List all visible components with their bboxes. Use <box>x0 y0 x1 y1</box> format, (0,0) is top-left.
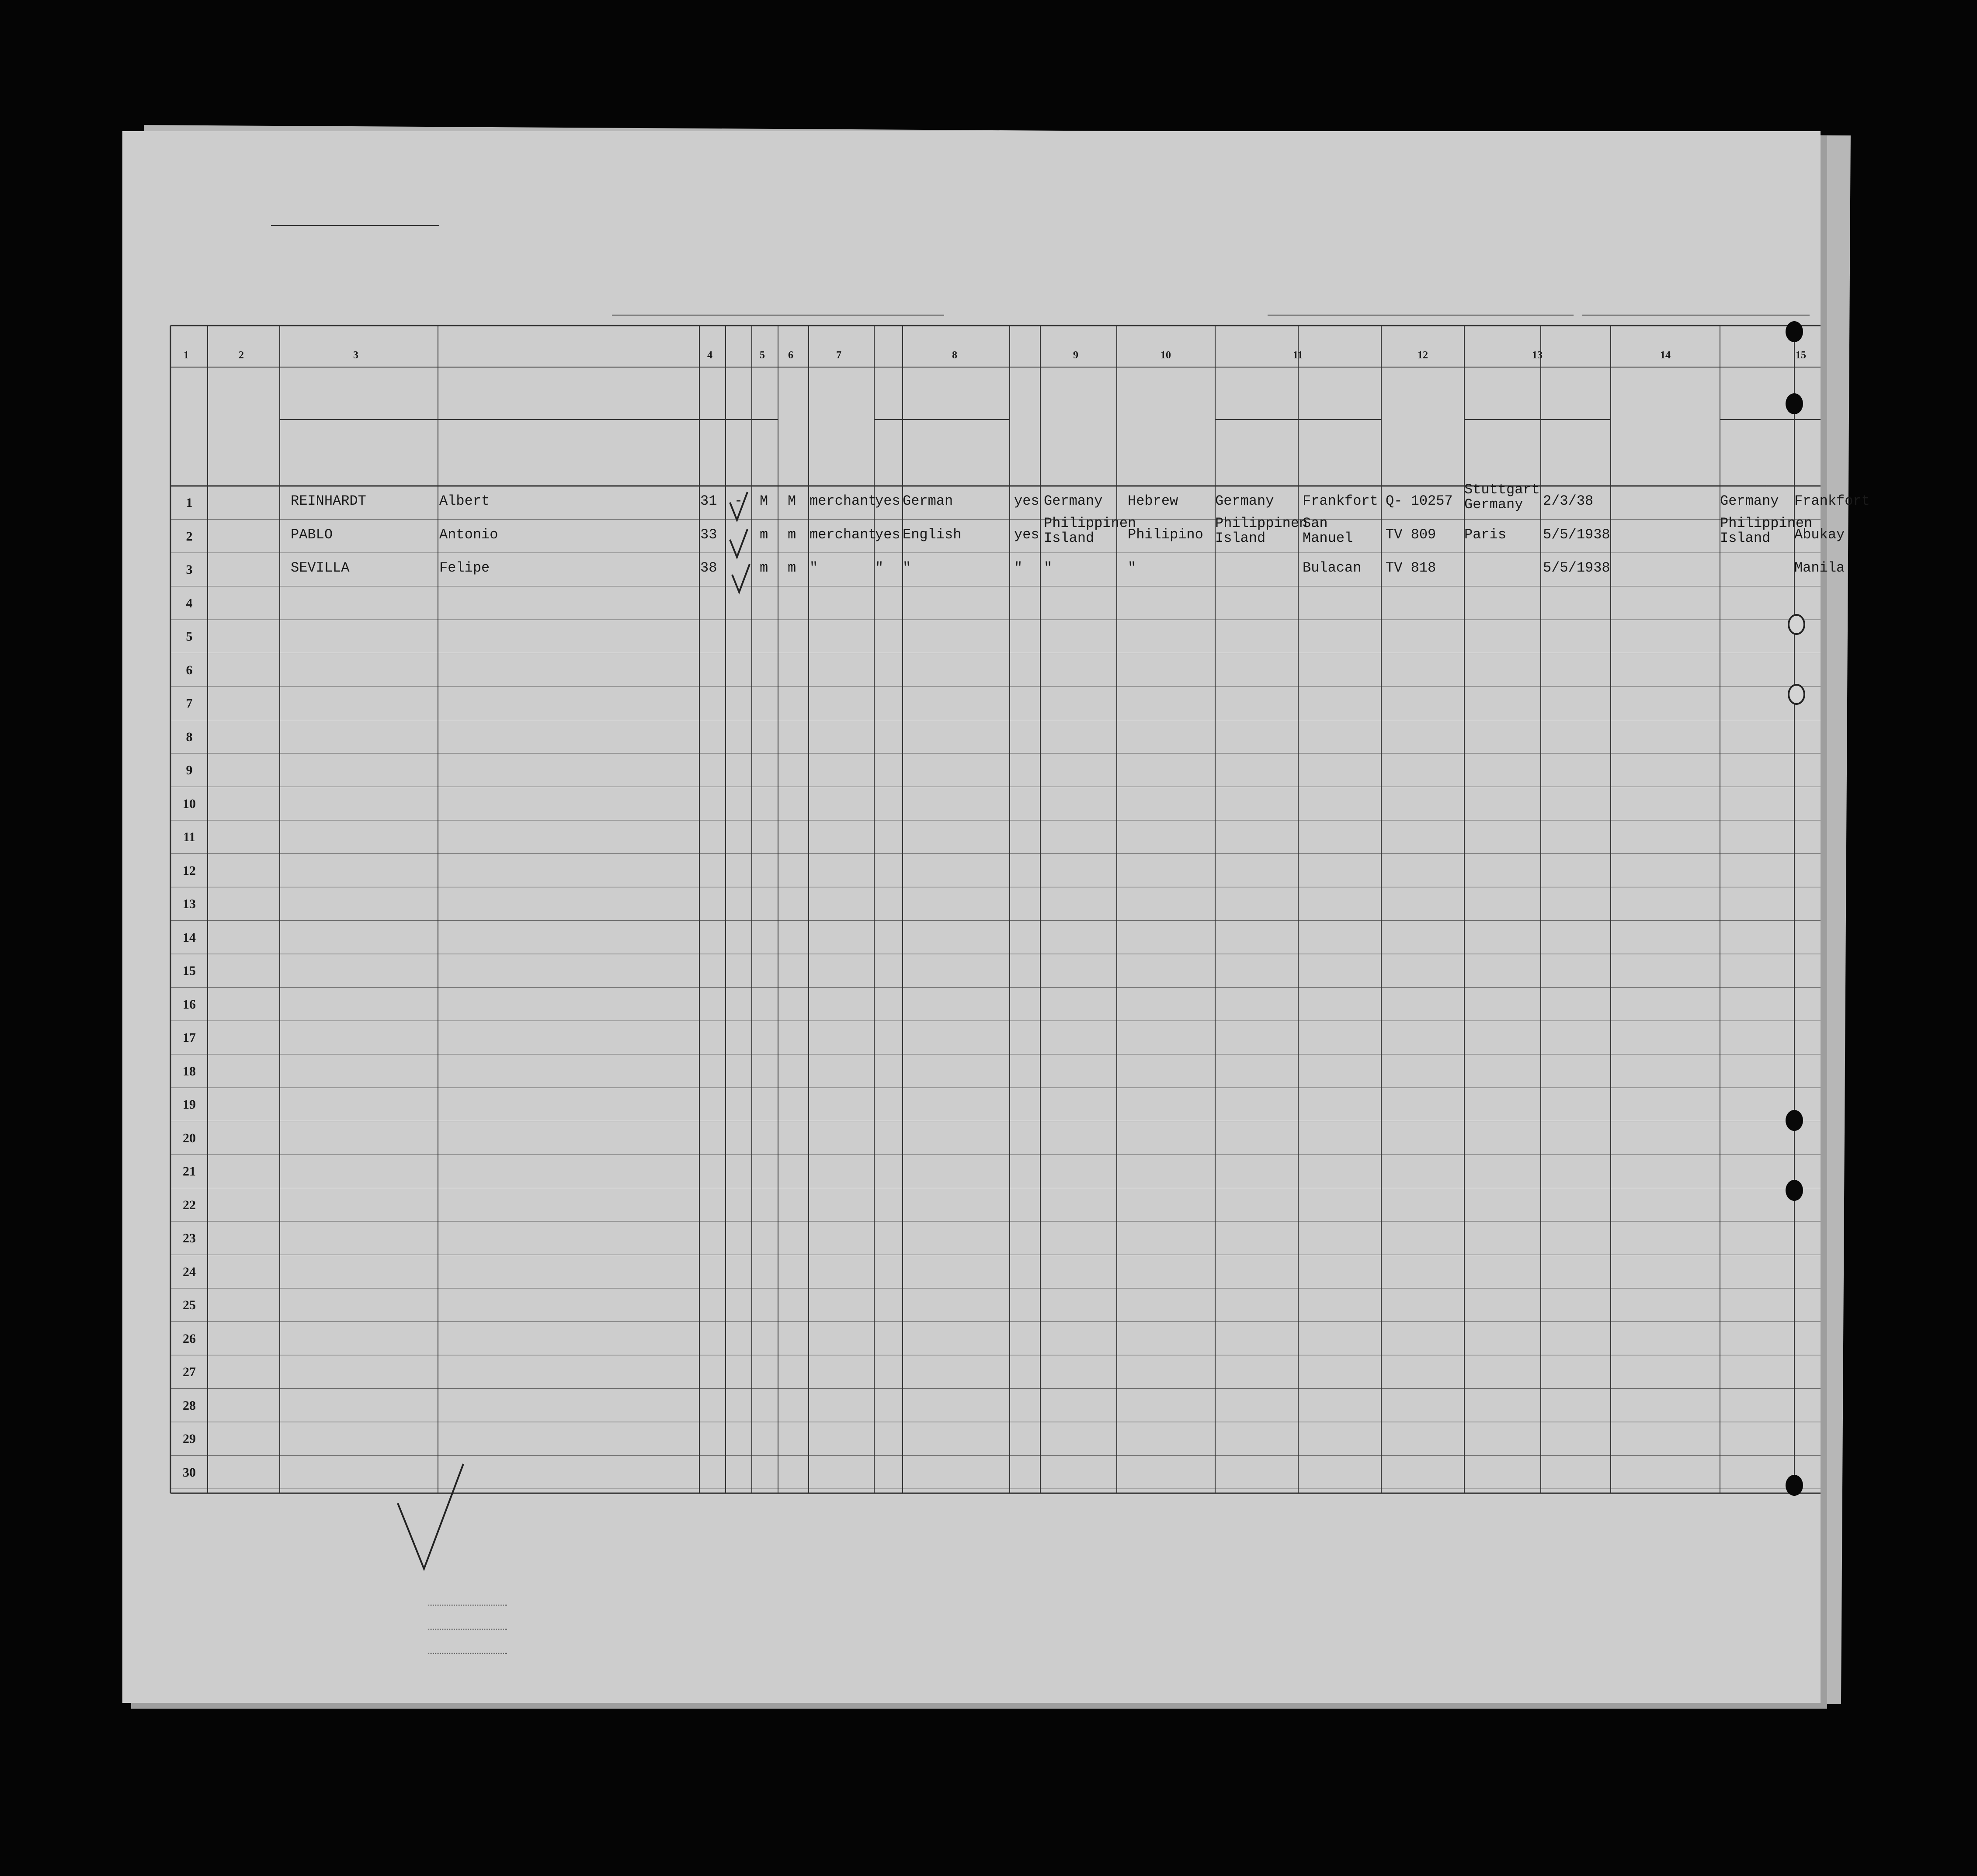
binder-hole-icon <box>1786 321 1803 342</box>
cell-nationality: Philippinen Island <box>1044 515 1136 546</box>
ship-underline <box>612 315 944 316</box>
cell-issued-date: 2/3/38 <box>1543 493 1594 509</box>
cell-birth-city: Frankfort <box>1303 493 1378 509</box>
column-number: 2 <box>239 350 244 361</box>
cell-issued-date: 5/5/1938 <box>1543 560 1610 576</box>
cell-birth-country: Germany <box>1215 493 1274 509</box>
cell-sex: M <box>760 493 768 509</box>
cell-language: English <box>903 526 962 543</box>
cell-read: yes <box>875 526 900 543</box>
cell-lr-city: Frankfort <box>1794 493 1870 509</box>
manifest-sheet <box>122 131 1870 1703</box>
cell-yrs: 31 <box>700 493 717 509</box>
cell-visa: Q- 10257 <box>1386 493 1453 509</box>
cell-birth-country: Philippinen Island <box>1215 515 1308 546</box>
row-number: 18 <box>183 1064 196 1078</box>
cell-given: Albert <box>439 493 490 509</box>
cell-read: " <box>875 560 884 576</box>
column-number: 1 <box>184 350 189 361</box>
date-underline <box>1582 315 1810 316</box>
cell-read: yes <box>875 493 900 509</box>
cell-nationality: " <box>1044 560 1053 576</box>
aliens-field <box>428 1653 507 1654</box>
cell-write: yes <box>1014 493 1039 509</box>
cell-write: yes <box>1014 526 1039 543</box>
row-number: 7 <box>186 696 193 711</box>
cell-given: Antonio <box>439 526 498 543</box>
column-number: 4 <box>707 350 712 361</box>
row-number: 24 <box>183 1264 196 1279</box>
cell-race: Philipino <box>1128 526 1203 543</box>
row-number: 2 <box>186 529 193 544</box>
cell-visa: TV 818 <box>1386 560 1436 576</box>
row-number: 10 <box>183 796 196 811</box>
cell-given: Felipe <box>439 560 490 576</box>
row-number: 25 <box>183 1298 196 1312</box>
cell-mos: - <box>734 493 743 509</box>
row-number: 26 <box>183 1331 196 1346</box>
row-number: 20 <box>183 1130 196 1145</box>
column-number: 6 <box>788 350 793 361</box>
row-number: 28 <box>183 1398 196 1413</box>
column-number: 12 <box>1418 350 1428 361</box>
binder-hole-icon <box>1786 393 1803 414</box>
cell-occupation: merchant <box>810 526 877 543</box>
column-number: 5 <box>760 350 765 361</box>
row-number: 15 <box>183 964 196 978</box>
column-number: 15 <box>1796 350 1806 361</box>
cell-occupation: merchant <box>810 493 877 509</box>
cell-married: m <box>788 560 796 576</box>
cell-family: REINHARDT <box>291 493 366 509</box>
binder-hole-icon <box>1786 1180 1803 1201</box>
row-number: 8 <box>186 729 193 744</box>
row-number: 30 <box>183 1465 196 1480</box>
cell-lr-country: Philippinen Island <box>1720 515 1813 546</box>
cell-language: " <box>903 560 911 576</box>
column-number: 3 <box>353 350 358 361</box>
cell-nationality: Germany <box>1044 493 1103 509</box>
row-number: 5 <box>186 629 193 644</box>
cell-birth-city: Bulacan <box>1303 560 1362 576</box>
cell-issued-place: Stuttgart Germany <box>1464 482 1540 513</box>
binder-hole-icon <box>1788 614 1805 635</box>
cell-language: German <box>903 493 953 509</box>
row-number: 23 <box>183 1231 196 1245</box>
row-number: 13 <box>183 897 196 911</box>
column-number: 11 <box>1293 350 1303 361</box>
cell-birth-city: San Manuel <box>1303 515 1353 546</box>
cell-family: SEVILLA <box>291 560 350 576</box>
row-number: 29 <box>183 1432 196 1446</box>
row-number: 17 <box>183 1030 196 1045</box>
port-underline <box>1268 315 1574 316</box>
cell-lr-city: Manila <box>1794 560 1845 576</box>
cell-issued-date: 5/5/1938 <box>1543 526 1610 543</box>
row-number: 4 <box>186 596 193 610</box>
row-number: 6 <box>186 662 193 677</box>
column-number: 10 <box>1160 350 1171 361</box>
cell-yrs: 33 <box>700 526 717 543</box>
cell-write: " <box>1014 560 1023 576</box>
cell-lr-city: Abukay <box>1794 526 1845 543</box>
cell-issued-place: Paris <box>1464 526 1507 543</box>
cell-yrs: 38 <box>700 560 717 576</box>
column-number: 14 <box>1660 350 1671 361</box>
cell-family: PABLO <box>291 526 333 543</box>
row-number: 27 <box>183 1365 196 1379</box>
binder-hole-icon <box>1788 684 1805 705</box>
form-grid <box>122 131 1821 1703</box>
column-number: 9 <box>1073 350 1078 361</box>
list-underline <box>271 225 439 226</box>
cell-married: M <box>788 493 796 509</box>
row-number: 3 <box>186 562 193 577</box>
row-number: 11 <box>183 830 196 844</box>
column-number: 7 <box>836 350 841 361</box>
binder-hole-icon <box>1786 1110 1803 1131</box>
row-number: 22 <box>183 1197 196 1212</box>
row-number: 1 <box>186 496 193 510</box>
cell-sex: m <box>760 526 768 543</box>
binder-hole-icon <box>1786 1475 1803 1496</box>
cell-visa: TV 809 <box>1386 526 1436 543</box>
us-citizens-field <box>428 1629 507 1630</box>
row-number: 14 <box>183 930 196 945</box>
row-number: 9 <box>186 763 193 777</box>
cell-sex: m <box>760 560 768 576</box>
cell-lr-country: Germany <box>1720 493 1779 509</box>
row-number: 19 <box>183 1097 196 1112</box>
total-passengers-field <box>428 1605 507 1606</box>
row-number: 12 <box>183 863 196 878</box>
cell-race: Hebrew <box>1128 493 1178 509</box>
cell-occupation: " <box>810 560 818 576</box>
row-number: 21 <box>183 1164 196 1179</box>
cell-race: " <box>1128 560 1136 576</box>
column-number: 13 <box>1532 350 1543 361</box>
row-number: 16 <box>183 997 196 1012</box>
cell-married: m <box>788 526 796 543</box>
column-number: 8 <box>952 350 957 361</box>
